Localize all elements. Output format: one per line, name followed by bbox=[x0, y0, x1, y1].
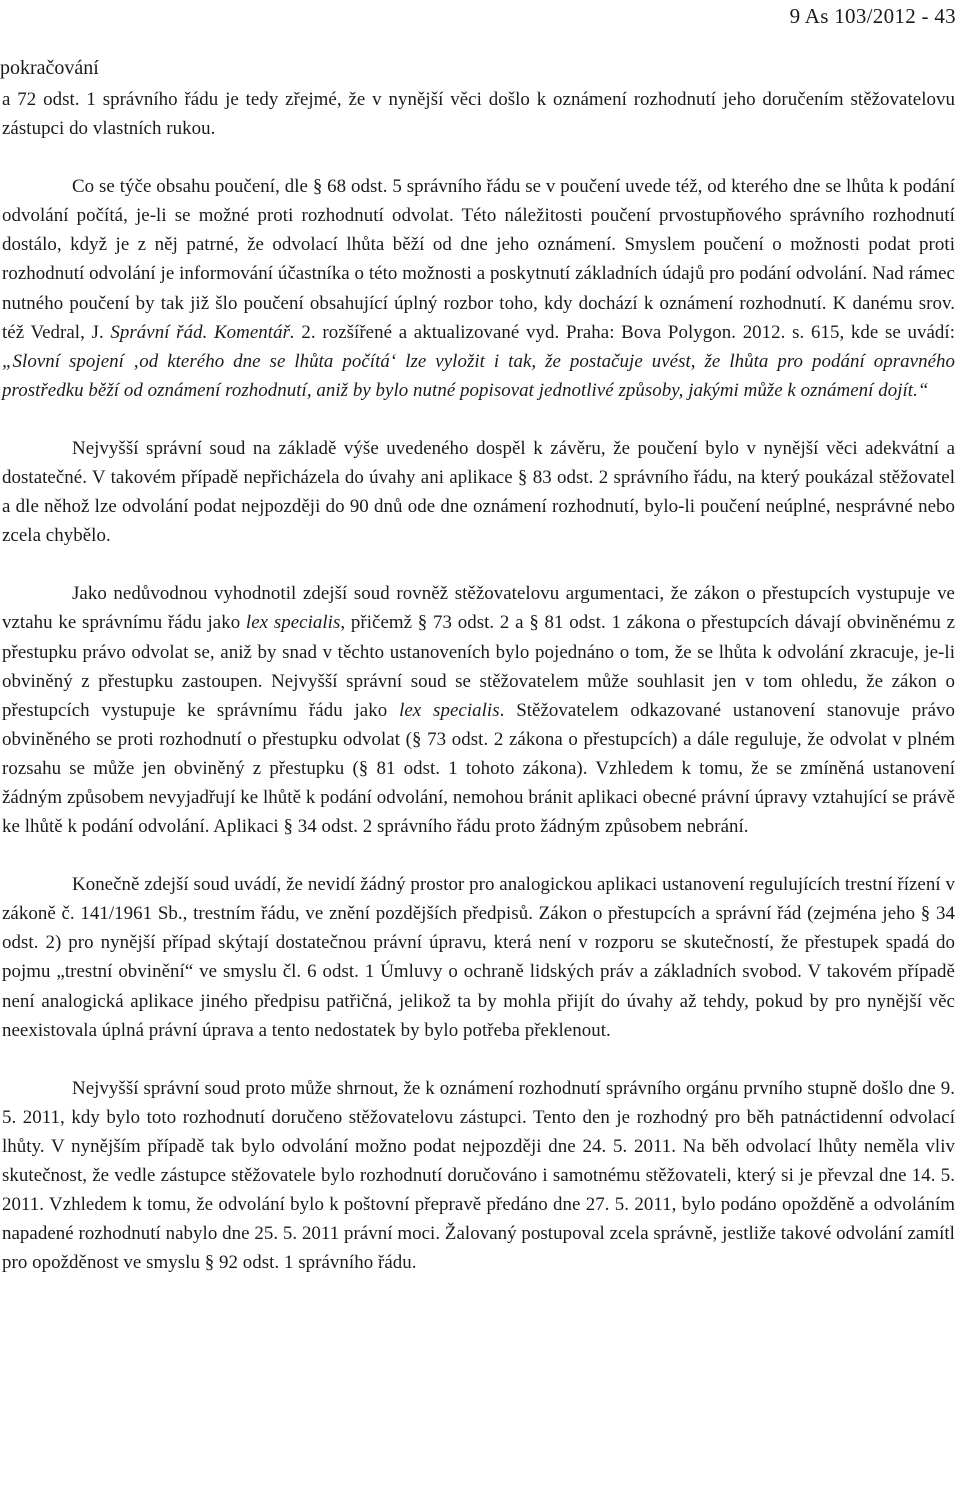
paragraph-lex-specialis bbox=[2, 579, 955, 841]
paragraph-text: Co se týče obsahu poučení, dle § 68 odst. 5 správního řádu se v poučení uvede též, od kterého dne se lhůta k podání odvolání počítá, je-li se možné proti rozhodnutí odvolat. Této náležitosti poučení prvostupňového správního rozhodnutí dostálo, když je z něj patrné, že odvolací lhůta běží od dne jeho oznámení. Smyslem poučení o možnosti podat proti rozhodnutí odvolání je informování účastníka o této možnosti a poskytnutí základních údajů pro podání odvolání. Nad rámec nutného poučení by tak již šlo poučení obsahující úplný rozbor toho, kdy dochází k oznámení rozhodnutí. K danému srov. též Vedral, J. bbox=[2, 176, 955, 343]
citation-title: Správní řád. Komentář. bbox=[110, 321, 295, 343]
paragraph-court-conclusion: Nejvyšší správní soud na základě výše uvedeného dospěl k závěru, že poučení bylo v nynější věci adekvátní a dostatečné. V takovém případě nepřicházela do úvahy ani aplikace § 83 odst. 2 správního řádu, na který poukázal stěžovatel a dle něhož lze odvolání podat nejpozději do 90 dnů ode dne oznámení rozhodnutí, bylo-li poučení neúplné, nesprávné nebo zcela chybělo. bbox=[2, 437, 955, 547]
paragraph-summary: Nejvyšší správní soud proto může shrnout, že k oznámení rozhodnutí správního orgánu prvního stupně došlo dne 9. 5. 2011, kdy bylo toto rozhodnutí doručeno stěžovatelovu zástupci. Tento den je rozhodný pro běh patnáctidenní odvolací lhůty. V nynějším případě tak bylo odvolání možno podat nejpozději dne 24. 5. 2011. Na běh odvolací lhůty neměla vliv skutečnost, že vedle zástupce stěžovatele bylo rozhodnutí doručováno i samotnému stěžovateli, který si je převzal dne 14. 5. 2011. Vzhledem k tomu, že odvolání bylo k poštovní přepravě předáno dne 27. 5. 2011, bylo podáno opožděně a odvoláním napadené rozhodnutí nabylo dne 25. 5. 2011 právní moci. Žalovaný postupoval zcela správně, jestliže takové odvolání zamítl pro opožděnost ve smyslu § 92 odst. 1 správního řádu. bbox=[2, 1077, 955, 1274]
paragraph-analogy: Konečně zdejší soud uvádí, že nevidí žádný prostor pro analogickou aplikaci ustanovení regulujících trestní řízení v zákoně č. 141/1961 Sb., trestním řádu, ve znění pozdějších předpisů. Zákon o přestupcích a správní řád (zejména jeho § 34 odst. 2) pro nynější případ skýtají dostatečnou právní úpravu, která není v rozporu se skutečností, že přestupek spadá do pojmu „trestní obvinění“ ve smyslu čl. 6 odst. 1 Úmluvy o ochraně lidských práv a základních svobod. V takovém případě není analogická aplikace jiného předpisu patřičná, jelikož ta by mohla přijít do úvahy až tehdy, pokud by pro nynější věc neexistovala úplná právní úprava a tento nedostatek by bylo potřeba překlenout. bbox=[2, 874, 955, 1041]
latin-term: lex specialis bbox=[245, 612, 341, 634]
paragraph-gap bbox=[2, 1045, 955, 1074]
paragraph-gap bbox=[2, 405, 955, 434]
paragraph-text: Jako nedůvodnou vyhodnotil zdejší soud rovněž stěžovatelovu argumentaci, že zákon o přestupcích vystupuje ve vztahu ke správnímu řádu jako bbox=[2, 583, 955, 634]
paragraph-gap bbox=[2, 143, 955, 172]
paragraph-continuation: a 72 odst. 1 správního řádu je tedy zřejmé, že v nynější věci došlo k oznámení rozhodnutí jeho doručením stěžovatelovu zástupci do vlastních rukou. bbox=[2, 89, 955, 140]
latin-term: lex specialis bbox=[399, 699, 500, 721]
citation-quote: „Slovní spojení ‚od kterého dne se lhůta počítá‘ lze vyložit i tak, že postačuje uvést, že lhůta pro podání opravného prostředku běží od oznámení rozhodnutí, aniž by bylo nutné popisovat jednotlivé způsoby, jakými může k oznámení dojít.“ bbox=[2, 350, 955, 401]
document-body bbox=[2, 85, 955, 1277]
case-number-header: 9 As 103/2012 - 43 bbox=[789, 4, 956, 28]
continued-label: pokračování bbox=[0, 57, 99, 79]
paragraph-text: . Stěžovatelem odkazované ustanovení stanovuje právo obviněného se proti rozhodnutí o přestupku odvolat (§ 73 odst. 2 zákona o přestupcích) a dále reguluje, že odvolat v plném rozsahu se může jen obviněný z přestupku (§ 81 odst. 1 tohoto zákona). Vzhledem k tomu, že se zmíněná ustanovení žádným způsobem nevyjadřují ke lhůtě k podání odvolání, nemohou bránit aplikaci obecné právní úpravy vztahující se právě ke lhůtě k podání odvolání. Aplikaci § 34 odst. 2 správního řádu proto žádným způsobem nebrání. bbox=[2, 699, 955, 838]
paragraph-gap bbox=[2, 841, 955, 870]
paragraph-text: 2. rozšířené a aktualizované vyd. Praha: Bova Polygon. 2012. s. 615, kde se uvádí: bbox=[294, 321, 956, 343]
paragraph-gap bbox=[2, 550, 955, 579]
paragraph-text: , přičemž § 73 odst. 2 a § 81 odst. 1 zákona o přestupcích dávají obviněnému z přestupku právo odvolat se, aniž by snad v těchto ustanoveních bylo pojednáno o tom, že se lhůta k odvolání zkracuje, je-li obviněný z přestupku zastoupen. Nejvyšší správní soud se stěžovatelem může souhlasit jen v tom ohledu, že zákon o přestupcích vystupuje ke správnímu řádu jako bbox=[2, 612, 956, 721]
paragraph-instruction-content bbox=[2, 172, 955, 405]
